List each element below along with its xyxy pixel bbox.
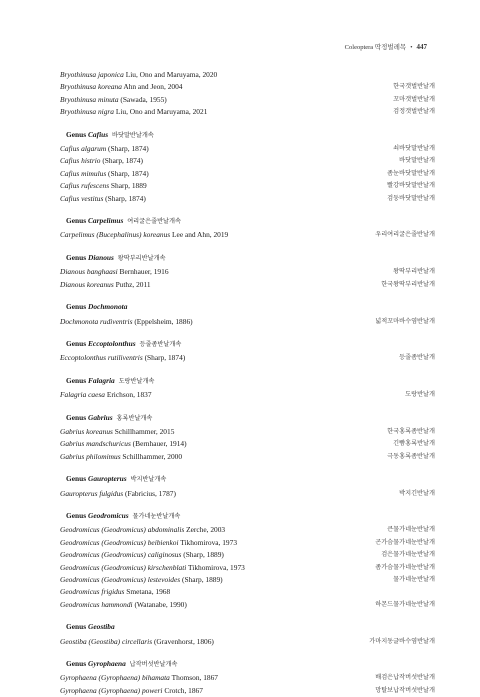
- genus-korean-name: 납작버섯반날개속: [129, 661, 178, 669]
- species-scientific-name: Falagria caesa: [60, 390, 105, 400]
- species-korean-name: 넓적꼬마바수염반날개: [375, 317, 435, 325]
- species-entry: [60, 574, 223, 586]
- species-scientific-name: Bryothinusa minuta: [60, 94, 119, 104]
- species-authority: (Sharp, 1874): [103, 193, 146, 203]
- genus-name: Eccoptolonthus: [88, 338, 136, 348]
- species-authority: (Sharp, 1874): [106, 144, 149, 154]
- species-row: [60, 438, 435, 450]
- species-scientific-name: Geodromicus (Geodromicus) caliginosus: [60, 550, 182, 560]
- genus-word: Genus: [66, 375, 87, 385]
- species-row: [60, 279, 435, 291]
- genus-korean-name: 바닷말반날개속: [112, 131, 154, 139]
- species-korean-name: 큰물가네눈반날개: [387, 526, 435, 534]
- species-row: [60, 316, 435, 328]
- species-scientific-name: Geodromicus frigidus: [60, 587, 125, 597]
- genus-heading: [60, 375, 435, 388]
- species-korean-name: 한국갯벌반날개: [393, 83, 435, 91]
- species-authority: Tikhomirova, 1973: [186, 562, 245, 572]
- genus-word: Genus: [66, 302, 87, 312]
- genus-heading: [60, 473, 435, 486]
- genus-block: [60, 301, 435, 328]
- species-row: [60, 574, 435, 586]
- species-authority: Schillhammer, 2000: [120, 451, 183, 461]
- genus-name: Gauropterus: [88, 474, 127, 484]
- species-scientific-name: Geodromicus (Geodromicus) kirschenblati: [60, 562, 187, 572]
- genus-heading: [60, 412, 435, 425]
- header-separator: •: [410, 44, 413, 51]
- species-scientific-name: Cafius rufescens: [60, 181, 110, 191]
- species-authority: (Sharp, 1874): [142, 353, 186, 363]
- species-scientific-name: Dianous banghaasi: [60, 267, 118, 277]
- species-row: [60, 562, 435, 574]
- genus-word: Genus: [66, 659, 87, 669]
- species-authority: Schillhammer, 2015: [112, 426, 175, 436]
- species-row: [60, 636, 435, 648]
- species-entry: [60, 685, 203, 697]
- species-row: [60, 168, 435, 180]
- species-authority: Sharp, 1889: [109, 181, 147, 191]
- species-entry: [60, 279, 151, 291]
- species-korean-name: 빨강바닷말반날개: [387, 182, 435, 190]
- species-scientific-name: Gyrophaena (Gyrophaena) poweri: [60, 685, 163, 695]
- genus-block: [60, 621, 435, 648]
- species-row: [60, 193, 435, 205]
- genus-korean-name: 왕딱부리반날개속: [117, 254, 166, 262]
- species-scientific-name: Geodromicus (Geodromicus) lestevoides: [60, 575, 181, 584]
- species-authority: Erichson, 1837: [104, 390, 152, 400]
- species-row: [60, 389, 435, 401]
- species-korean-name: 등줄좀반날개: [399, 354, 435, 362]
- species-row: [60, 81, 435, 93]
- species-korean-name: 박지긴반날개: [399, 489, 435, 497]
- species-entry: [60, 389, 152, 401]
- genus-block: [60, 473, 435, 500]
- species-korean-name: 긴뺨홍록반날개: [393, 440, 435, 448]
- species-authority: Thomson, 1867: [169, 673, 219, 683]
- species-entry: [60, 168, 149, 180]
- genus-korean-name: 도랑반날개속: [118, 377, 155, 385]
- species-list: [60, 69, 435, 697]
- species-korean-name: 좀눈바닷말반날개: [387, 169, 435, 177]
- species-korean-name: 좀가슴물가네눈반날개: [375, 563, 435, 571]
- species-korean-name: 꼬마갯벌반날개: [393, 95, 435, 103]
- species-korean-name: 우리여리굴은줄반날개: [375, 231, 435, 239]
- species-authority: (Eppelsheim, 1886): [132, 316, 193, 326]
- genus-name: Dianous: [88, 252, 114, 262]
- genus-block: [60, 375, 435, 402]
- genus-word: Genus: [66, 129, 87, 139]
- species-korean-name: 검둥바닷말반날개: [387, 194, 435, 202]
- species-entry: [60, 438, 187, 450]
- species-authority: Liu, Ono and Maruyama, 2020: [123, 70, 218, 79]
- species-entry: [60, 451, 182, 463]
- species-row: [60, 488, 435, 500]
- species-scientific-name: Gabrius mandschuricus: [60, 439, 131, 449]
- genus-name: Geostiba: [88, 622, 115, 632]
- species-korean-name: 검은물가네눈반날개: [381, 551, 435, 559]
- species-scientific-name: Gauropterus fulgidus: [60, 488, 124, 498]
- genus-block: [60, 510, 435, 611]
- genus-heading: [60, 215, 435, 228]
- genus-heading: [60, 252, 435, 265]
- species-korean-name: 한국홍록좀반날개: [387, 427, 435, 435]
- species-scientific-name: Dochmonota rudiventris: [60, 316, 133, 326]
- genus-word: Genus: [66, 216, 87, 226]
- species-authority: (Sawada, 1955): [118, 94, 167, 104]
- species-entry: [60, 549, 224, 561]
- genus-korean-name: 홍록반날개속: [116, 414, 153, 422]
- species-scientific-name: Cafius vestitus: [60, 193, 104, 203]
- running-header-section: Coleoptera 딱정벌레목: [344, 44, 407, 51]
- species-entry: [60, 537, 237, 549]
- species-entry: [60, 636, 214, 648]
- species-scientific-name: Cafius algarum: [60, 144, 107, 154]
- species-row: [60, 266, 435, 278]
- genus-korean-name: 박지반날개속: [130, 476, 167, 484]
- species-korean-name: 검정갯벌반날개: [393, 108, 435, 116]
- genus-heading: [60, 510, 435, 523]
- genus-word: Genus: [66, 338, 87, 348]
- species-korean-name: 쇠바닷말반날개: [393, 145, 435, 153]
- species-authority: (Sharp, 1889): [181, 550, 224, 560]
- species-entry: [60, 316, 193, 328]
- species-entry: [60, 562, 245, 574]
- running-header: [345, 42, 427, 51]
- genus-word: Genus: [66, 622, 87, 632]
- species-entry: [60, 599, 187, 611]
- genus-heading: [60, 301, 435, 314]
- species-scientific-name: Eccoptolonthus rutiliventris: [60, 353, 143, 363]
- genus-block: [60, 69, 435, 119]
- genus-heading: [60, 338, 435, 351]
- species-scientific-name: Gyrophaena (Gyrophaena) bihamata: [60, 673, 170, 683]
- species-entry: [60, 69, 217, 81]
- species-row: [60, 143, 435, 155]
- species-scientific-name: Geodromicus (Geodromicus) abdominalis: [60, 525, 185, 535]
- species-entry: [60, 426, 174, 438]
- species-scientific-name: Carpelimus (Bucephalinus) koreanus: [60, 230, 171, 240]
- species-authority: (Sharp, 1874): [106, 168, 149, 178]
- species-authority: (Watanabe, 1990): [132, 599, 187, 609]
- genus-word: Genus: [66, 474, 87, 484]
- species-authority: (Fabricius, 1787): [123, 488, 176, 498]
- species-row: [60, 524, 435, 536]
- genus-name: Gyrophaena: [88, 659, 126, 669]
- genus-block: [60, 129, 435, 205]
- species-entry: [60, 524, 225, 536]
- species-row: [60, 451, 435, 463]
- genus-korean-name: 여리굴은줄반날개속: [127, 218, 181, 226]
- genus-heading: [60, 621, 435, 634]
- species-korean-name: 한국왕딱부리반날개: [381, 280, 435, 288]
- species-korean-name: 배검은납작버섯반날개: [375, 674, 435, 682]
- genus-block: [60, 658, 435, 697]
- species-row: [60, 599, 435, 611]
- species-scientific-name: Geodromicus (Geodromicus) beibienkoi: [60, 537, 179, 547]
- genus-block: [60, 252, 435, 291]
- species-row: [60, 537, 435, 549]
- species-korean-name: 바닷말반날개: [399, 157, 435, 165]
- genus-word: Genus: [66, 510, 87, 520]
- species-scientific-name: Cafius histrio: [60, 156, 101, 166]
- species-scientific-name: Geodromicus hammondi: [60, 599, 133, 609]
- species-scientific-name: Geostiba (Geostiba) circellaris: [60, 636, 153, 646]
- species-scientific-name: Gabrius koreanus: [60, 426, 113, 436]
- species-korean-name: 하몬드물가네눈반날개: [375, 600, 435, 608]
- genus-name: Dochmonota: [88, 302, 128, 312]
- species-authority: Zerche, 2003: [184, 525, 226, 535]
- genus-name: Carpelimus: [88, 216, 124, 226]
- species-authority: Ahn and Jeon, 2004: [121, 82, 183, 92]
- species-authority: (Sharp, 1889): [180, 575, 223, 584]
- species-scientific-name: Dianous koreanus: [60, 279, 114, 289]
- species-authority: Smetana, 1968: [124, 587, 171, 597]
- genus-korean-name: 등줄좀반날개속: [139, 340, 182, 348]
- species-scientific-name: Bryothinusa koreana: [60, 82, 122, 92]
- species-entry: [60, 488, 176, 500]
- species-authority: Lee and Ahn, 2019: [170, 230, 229, 240]
- genus-heading: [60, 129, 435, 142]
- species-entry: [60, 106, 207, 118]
- species-scientific-name: Cafius mimulus: [60, 168, 107, 178]
- species-entry: [60, 180, 147, 192]
- species-scientific-name: Gabrius philomimus: [60, 451, 121, 461]
- species-korean-name: 물가네눈반날개: [393, 576, 435, 583]
- species-authority: (Sharp, 1874): [100, 156, 143, 166]
- genus-heading: [60, 658, 435, 671]
- species-authority: Crotch, 1867: [162, 685, 203, 695]
- species-authority: (Bernhauer, 1914): [130, 439, 187, 449]
- genus-block: [60, 412, 435, 464]
- species-row: [60, 155, 435, 167]
- genus-name: Cafius: [88, 129, 109, 139]
- genus-name: Geodromicus: [88, 510, 129, 520]
- genus-name: Gabrius: [88, 412, 113, 422]
- species-entry: [60, 229, 228, 241]
- species-entry: [60, 143, 149, 155]
- species-korean-name: 극동홍록좀반날개: [387, 452, 435, 460]
- species-entry: [60, 352, 185, 364]
- species-entry: [60, 193, 146, 205]
- page-number: 447: [416, 43, 427, 51]
- species-entry: [60, 586, 170, 598]
- species-authority: Bernhauer, 1916: [117, 267, 169, 277]
- genus-word: Genus: [66, 252, 87, 262]
- species-row: [60, 586, 435, 598]
- species-row: [60, 685, 435, 697]
- genus-word: Genus: [66, 412, 87, 422]
- species-row: [60, 426, 435, 438]
- genus-korean-name: 물가네눈반날개속: [132, 512, 181, 520]
- species-korean-name: 곤가슴물가네눈반날개: [375, 538, 435, 546]
- species-row: [60, 94, 435, 106]
- species-row: [60, 69, 435, 81]
- species-entry: [60, 155, 143, 167]
- species-row: [60, 229, 435, 241]
- species-authority: Puthz, 2011: [113, 279, 151, 289]
- species-row: [60, 352, 435, 364]
- species-entry: [60, 94, 167, 106]
- genus-block: [60, 215, 435, 242]
- species-row: [60, 180, 435, 192]
- species-scientific-name: Bryothinusa nigra: [60, 107, 114, 117]
- species-korean-name: 가마지동글바수염반날개: [369, 637, 435, 645]
- species-row: [60, 549, 435, 561]
- genus-name: Falagria: [88, 375, 115, 385]
- species-korean-name: 왕딱부리반날개: [393, 268, 435, 276]
- species-entry: [60, 266, 169, 278]
- species-authority: Tikhomirova, 1973: [178, 537, 238, 547]
- species-row: [60, 106, 435, 118]
- genus-block: [60, 338, 435, 365]
- species-korean-name: 도랑반날개: [405, 391, 435, 399]
- species-entry: [60, 81, 182, 93]
- species-authority: Liu, Ono and Maruyama, 2021: [114, 107, 208, 117]
- species-scientific-name: Bryothinusa japonica: [60, 70, 124, 79]
- species-authority: (Gravenhorst, 1806): [152, 636, 214, 646]
- species-korean-name: 망탈보납작버섯반날개: [375, 686, 435, 694]
